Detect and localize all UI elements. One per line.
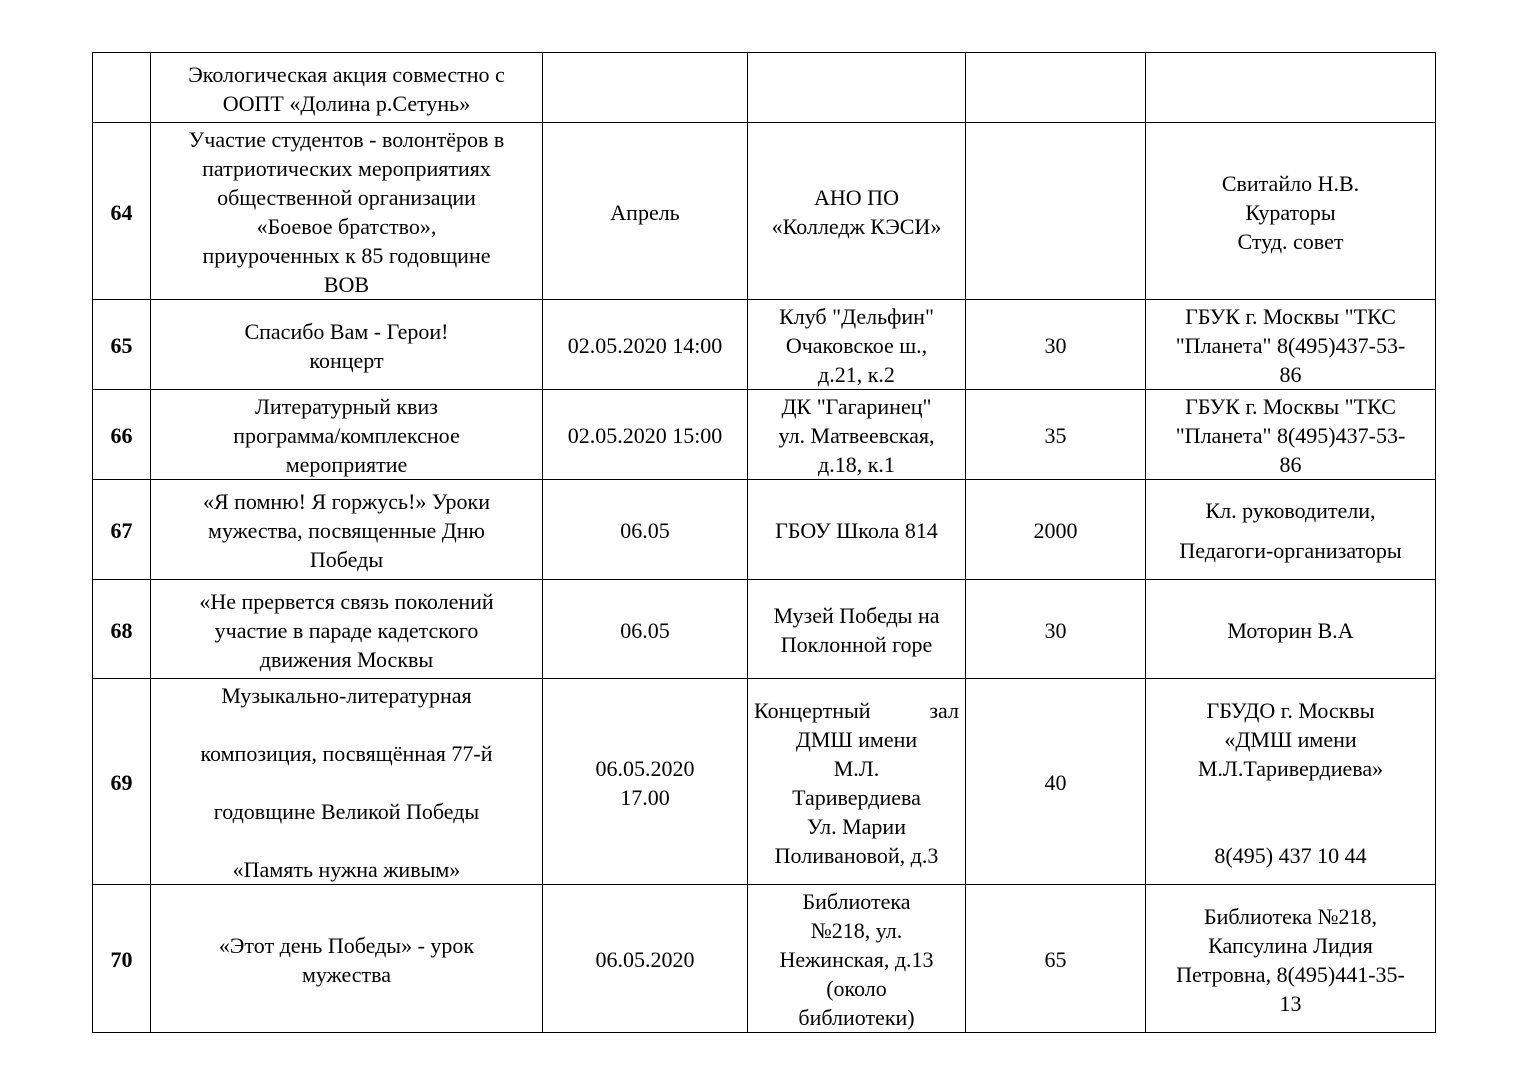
row-number (93, 53, 151, 123)
event-title: Музыкально-литературная композиция, посвящённая 77-й годовщине Великой Победы «Память нужна живым» (151, 679, 543, 885)
row-number: 68 (93, 580, 151, 679)
event-count (966, 123, 1146, 300)
event-place: ДК "Гагаринец" ул. Матвеевская, д.18, к.1 (748, 390, 966, 480)
event-organizer: Моторин В.А (1146, 580, 1436, 679)
event-title: Спасибо Вам - Герои! концерт (151, 300, 543, 390)
event-date: 06.05 (543, 480, 748, 580)
row-number: 66 (93, 390, 151, 480)
event-date: 02.05.2020 14:00 (543, 300, 748, 390)
event-title: Участие студентов - волонтёров в патриотических мероприятиях общественной организации «Боевое братство», приуроченных к 85 годовщине ВОВ (151, 123, 543, 300)
event-place: Музей Победы на Поклонной горе (748, 580, 966, 679)
event-place: Концертный зал ДМШ имени М.Л. Таривердиева Ул. Марии Поливановой, д.3 (748, 679, 966, 885)
row-number: 70 (93, 885, 151, 1033)
event-organizer: ГБУК г. Москвы "ТКС "Планета" 8(495)437-53- 86 (1146, 300, 1436, 390)
event-organizer: ГБУК г. Москвы "ТКС "Планета" 8(495)437-53- 86 (1146, 390, 1436, 480)
row-number: 69 (93, 679, 151, 885)
event-date: Апрель (543, 123, 748, 300)
event-title: Экологическая акция совместно с ООПТ «Долина р.Сетунь» (151, 53, 543, 123)
event-count: 65 (966, 885, 1146, 1033)
event-organizer: Свитайло Н.В. Кураторы Студ. совет (1146, 123, 1436, 300)
row-number: 65 (93, 300, 151, 390)
table-row (93, 53, 1436, 123)
event-title: «Не прервется связь поколений участие в параде кадетского движения Москвы (151, 580, 543, 679)
event-count: 40 (966, 679, 1146, 885)
event-place (748, 53, 966, 123)
table-row (93, 580, 1436, 679)
event-place: ГБОУ Школа 814 (748, 480, 966, 580)
event-date: 06.05.2020 17.00 (543, 679, 748, 885)
table-row (93, 679, 1436, 885)
table-row (93, 123, 1436, 300)
table-row (93, 390, 1436, 480)
event-title: «Я помню! Я горжусь!» Уроки мужества, посвященные Дню Победы (151, 480, 543, 580)
event-title: Литературный квиз программа/комплексное мероприятие (151, 390, 543, 480)
event-organizer (1146, 53, 1436, 123)
table-row (93, 300, 1436, 390)
event-count: 30 (966, 300, 1146, 390)
table-row (93, 885, 1436, 1033)
place-line: Концертный зал (754, 697, 959, 723)
row-number: 67 (93, 480, 151, 580)
events-table (92, 52, 1436, 1033)
event-place: Библиотека №218, ул. Нежинская, д.13 (около библиотеки) (748, 885, 966, 1033)
event-date: 02.05.2020 15:00 (543, 390, 748, 480)
event-count: 35 (966, 390, 1146, 480)
event-date (543, 53, 748, 123)
event-count (966, 53, 1146, 123)
event-organizer: ГБУДО г. Москвы «ДМШ имени М.Л.Таривердиева» 8(495) 437 10 44 (1146, 679, 1436, 885)
event-date: 06.05 (543, 580, 748, 679)
event-title: «Этот день Победы» - урок мужества (151, 885, 543, 1033)
event-date: 06.05.2020 (543, 885, 748, 1033)
event-count: 2000 (966, 480, 1146, 580)
table-row (93, 480, 1436, 580)
event-place: Клуб "Дельфин" Очаковское ш., д.21, к.2 (748, 300, 966, 390)
event-organizer: Кл. руководители, Педагоги-организаторы (1146, 480, 1436, 580)
event-organizer: Библиотека №218, Капсулина Лидия Петровна, 8(495)441-35- 13 (1146, 885, 1436, 1033)
row-number: 64 (93, 123, 151, 300)
event-place: АНО ПО «Колледж КЭСИ» (748, 123, 966, 300)
event-count: 30 (966, 580, 1146, 679)
